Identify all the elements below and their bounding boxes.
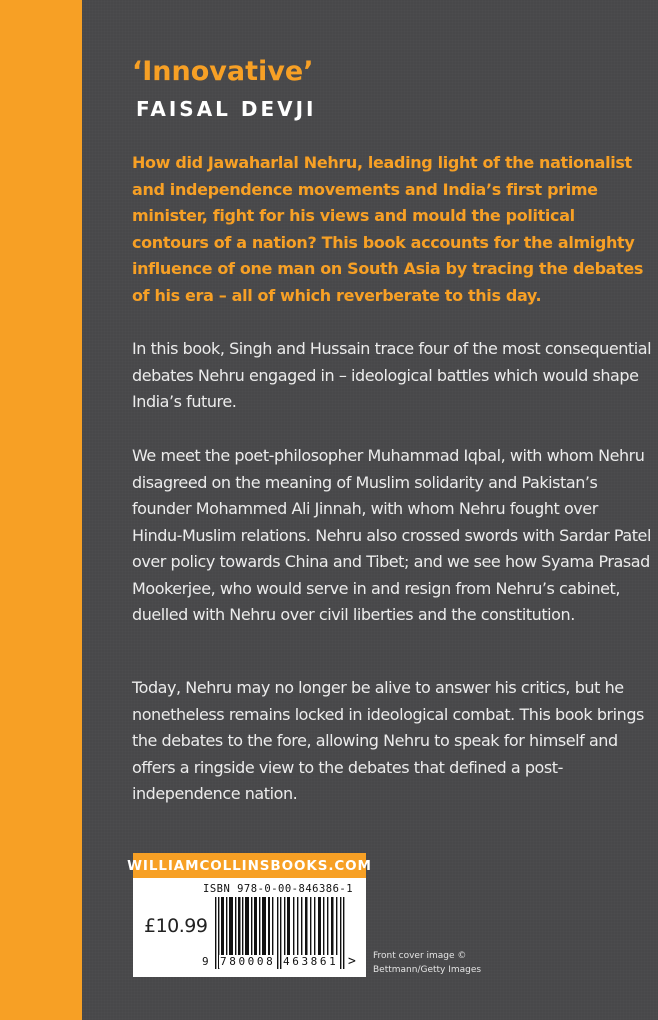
endorsement-quote: ‘Innovative’ <box>132 56 314 87</box>
endorsement-author: FAISAL DEVJI <box>136 97 317 121</box>
description-paragraph-3: Today, Nehru may no longer be alive to answer his critics, but he nonetheless remains locked in ideological combat. This book brings the debates to the fore, allowing Nehru to speak for himself and offers a ringside view to the debates that defined a post-independence nation. <box>132 678 644 803</box>
cover-image-credit <box>373 950 481 977</box>
barcode-quiet-zone-arrow: > <box>348 954 356 969</box>
credit-line-2: Bettmann/Getty Images <box>373 964 482 975</box>
description-paragraph-2: We meet the poet-philosopher Muhammad Iqbal, with whom Nehru disagreed on the meaning of Muslim solidarity and Pakistan’s founder Mohammed Ali Jinnah, with whom Nehru fought over Hindu-Muslim relations. Nehru also crossed swords with Sardar Patel over policy towards China and Tibet; and we see how Syama Prasad Mookerjee, who would serve in and resign from Nehru’s cabinet, duelled with Nehru over civil liberties and the constitution. <box>132 446 651 624</box>
orange-spine-stripe <box>0 0 82 1020</box>
publisher-website: WILLIAMCOLLINSBOOKS.COM <box>133 853 366 878</box>
barcode-digit-group-2: 463861 <box>283 955 339 968</box>
isbn-label: ISBN 978-0-00-846386-1 <box>203 883 354 895</box>
price-label: £10.99 <box>144 915 208 937</box>
barcode-panel <box>127 853 372 977</box>
barcode-digit-group-1: 780008 <box>220 955 276 968</box>
barcode-digit-lead: 9 <box>202 955 209 968</box>
credit-line-1: Front cover image © <box>373 951 467 961</box>
blurb-lead: How did Jawaharlal Nehru, leading light of the nationalist and independence movements and India’s first prime minister, fight for his views and mould the political contours of a nation? This book accounts for the almighty influence of one man on South Asia by tracing the debates of his era – all of which reverberate to this day. <box>132 153 644 305</box>
description-paragraph-1: In this book, Singh and Hussain trace four of the most consequential debates Nehru engaged in – ideological battles which would shape India’s future. <box>132 339 652 411</box>
